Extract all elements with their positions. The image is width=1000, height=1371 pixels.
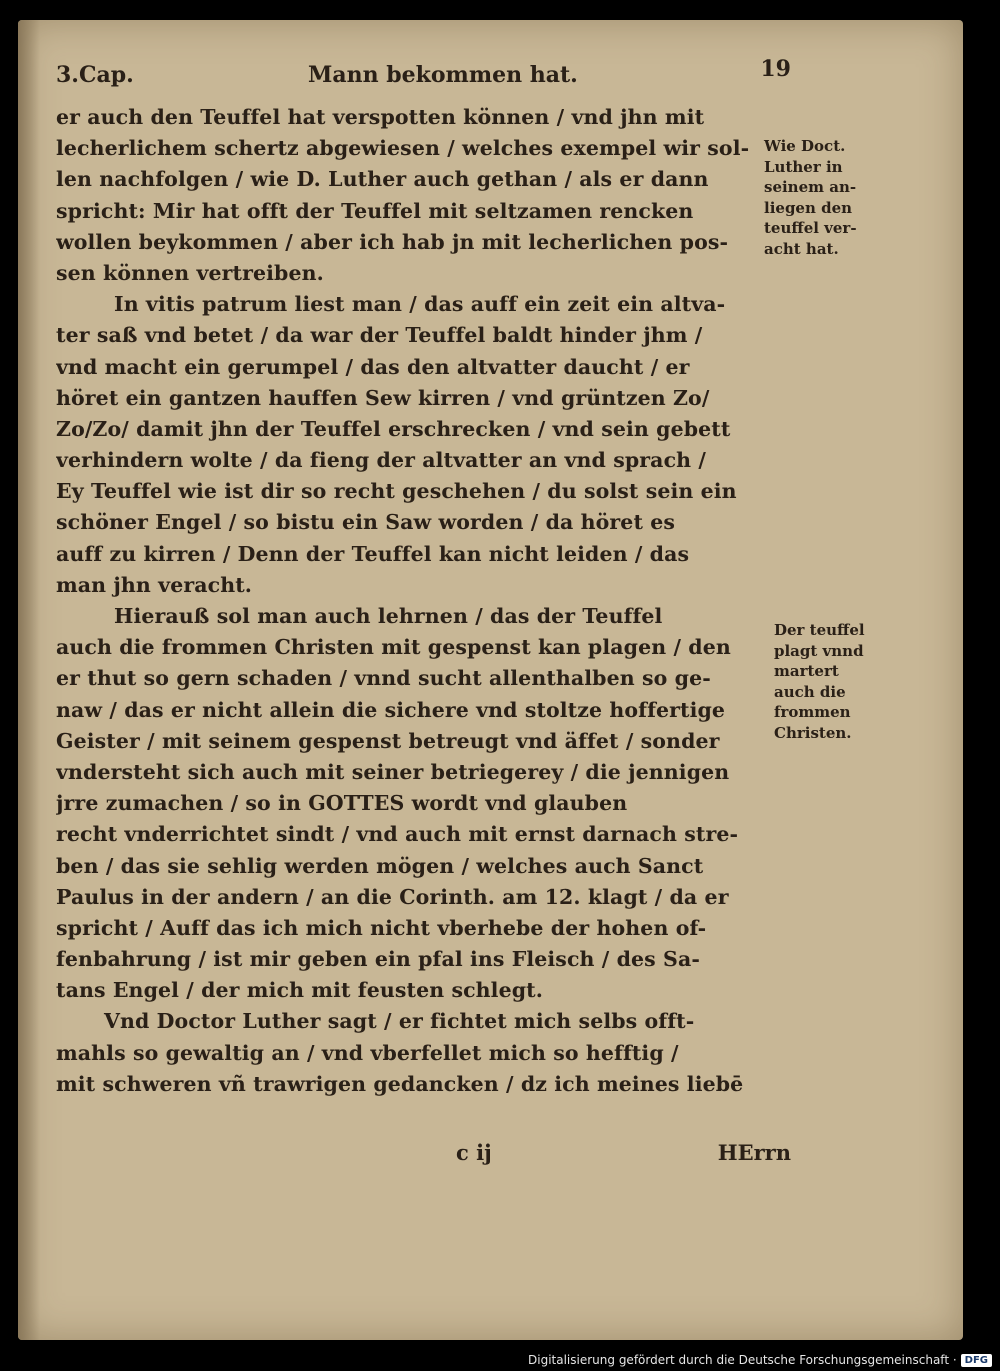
- credit-text: Digitalisierung gefördert durch die Deutsche Forschungsgemeinschaft ·: [528, 1353, 957, 1367]
- text-line: tans Engel / der mich mit feusten schlegt.: [56, 978, 543, 1003]
- margin-note-line: martert: [774, 662, 839, 680]
- text-line: In vitis patrum liest man / das auff ein zeit ein altva-: [114, 292, 726, 317]
- text-line: er auch den Teuffel hat verspotten können / vnd jhn mit: [56, 105, 705, 129]
- text-line: fenbahrung / ist mir geben ein pfal ins Fleisch / des Sa-: [56, 947, 700, 972]
- margin-note-line: Der teuffel: [774, 621, 865, 639]
- text-line: Zo/Zo/ damit jhn der Teuffel erschrecken / vnd sein gebett: [56, 416, 731, 441]
- main-text-block: [56, 102, 791, 1100]
- text-line: recht vnderrichtet sindt / vnd auch mit ernst darnach stre-: [56, 822, 739, 847]
- page-footer: [56, 1140, 791, 1174]
- text-line: schöner Engel / so bistu ein Saw worden / da höret es: [56, 510, 676, 535]
- margin-note: [774, 620, 924, 743]
- text-line: vnd macht ein gerumpel / das den altvatter daucht / er: [56, 354, 690, 379]
- text-line: vndersteht sich auch mit seiner betriegerey / die jennigen: [56, 759, 730, 784]
- page-number: 19: [760, 56, 791, 82]
- text-line: len nachfolgen / wie D. Luther auch gethan / als er dann: [56, 167, 709, 192]
- text-line: Hierauß sol man auch lehrnen / das der Teuffel: [114, 604, 663, 628]
- text-line: Geister / mit seinem gespenst betreugt vnd äffet / sonder: [56, 728, 720, 753]
- book-page: [18, 20, 963, 1340]
- text-line: er thut so gern schaden / vnnd sucht allenthalben so ge-: [56, 666, 711, 691]
- text-line: man jhn veracht.: [56, 572, 253, 597]
- text-line: auch die frommen Christen mit gespenst kan plagen / den: [56, 635, 731, 660]
- text-line: wollen beykommen / aber ich hab jn mit lecherlichen pos-: [56, 229, 729, 254]
- text-line: spricht / Auff das ich mich nicht vberhebe der hohen of-: [56, 915, 707, 940]
- running-head: [56, 56, 791, 96]
- catchword: HErrn: [717, 1140, 791, 1165]
- digitization-credit: [528, 1353, 992, 1367]
- text-line: sen können vertreiben.: [56, 260, 324, 285]
- running-title: Mann bekommen hat.: [308, 62, 578, 88]
- margin-note-line: Wie Doct.: [764, 137, 846, 155]
- margin-note-line: plagt vnnd: [774, 641, 864, 660]
- margin-note-line: Luther in: [764, 157, 843, 176]
- text-line: jrre zumachen / so in GOTTES wordt vnd glauben: [56, 791, 628, 816]
- margin-note: [764, 136, 914, 259]
- text-line: lecherlichem schertz abgewiesen / welches exempel wir sol-: [56, 136, 750, 161]
- dfg-logo: DFG: [961, 1354, 992, 1367]
- margin-note-line: teuffel ver-: [764, 219, 857, 237]
- text-line: Ey Teuffel wie ist dir so recht geschehen / du solst sein ein: [56, 479, 737, 504]
- text-line: auff zu kirren / Denn der Teuffel kan nicht leiden / das: [56, 541, 690, 566]
- text-line: höret ein gantzen hauffen Sew kirren / vnd grüntzen Zo/: [56, 385, 710, 410]
- signature-mark: c ij: [456, 1140, 492, 1165]
- text-line: verhindern wolte / da fieng der altvatter an vnd sprach /: [56, 448, 706, 473]
- text-line: ter saß vnd betet / da war der Teuffel baldt hinder jhm /: [56, 323, 703, 348]
- text-line: mit schweren vñ trawrigen gedancken / dz ich meines liebē: [56, 1071, 744, 1096]
- margin-note-line: acht hat.: [764, 239, 839, 258]
- text-line: Paulus in der andern / an die Corinth. am 12. klagt / da er: [56, 884, 729, 909]
- text-line: ben / das sie sehlig werden mögen / welches auch Sanct: [56, 853, 704, 878]
- text-line: mahls so gewaltig an / vnd vberfellet mich so hefftig /: [56, 1040, 679, 1065]
- text-line: Vnd Doctor Luther sagt / er fichtet mich selbs offt-: [104, 1009, 695, 1034]
- text-line: naw / das er nicht allein die sichere vnd stoltze hoffertige: [56, 697, 726, 722]
- chapter-label: 3.Cap.: [56, 62, 134, 88]
- margin-note-line: Christen.: [774, 723, 852, 742]
- text-line: spricht: Mir hat offt der Teuffel mit seltzamen rencken: [56, 198, 694, 223]
- margin-note-line: seinem an-: [764, 178, 857, 196]
- margin-note-line: liegen den: [764, 198, 853, 217]
- margin-note-line: frommen: [774, 703, 851, 721]
- margin-note-line: auch die: [774, 682, 846, 701]
